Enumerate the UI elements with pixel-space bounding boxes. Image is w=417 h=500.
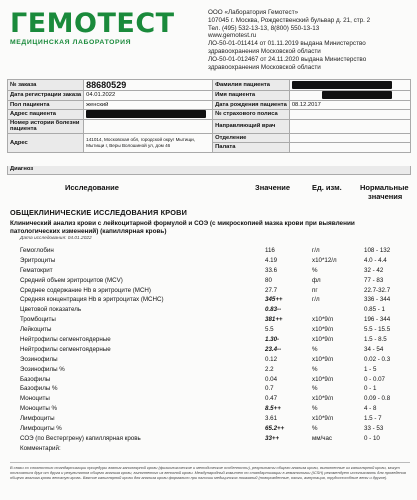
result-value: 23.4-- <box>265 345 282 353</box>
organization-info <box>208 9 408 71</box>
result-norm: 4 - 8 <box>364 405 377 413</box>
result-name: Средняя концентрация Hb в эритроцитах (MCHC) <box>20 296 164 304</box>
result-norm: 108 - 132 <box>364 247 391 254</box>
first-name-label: Имя пациента <box>213 91 290 101</box>
result-name: Средний объем эритроцитов (MCV) <box>20 276 123 284</box>
result-name: Среднее содержание Hb в эритроците (MCH) <box>20 286 151 294</box>
result-unit: x10*9/л <box>312 375 334 383</box>
result-name: Лейкоциты <box>20 326 52 334</box>
result-name: Гемоглобин <box>20 247 54 254</box>
result-norm: 22.7-32.7 <box>364 286 391 294</box>
result-unit: фл <box>312 276 321 284</box>
result-row <box>0 286 417 296</box>
result-value: 8.5++ <box>265 405 281 413</box>
divider <box>10 462 410 463</box>
logo-title: ГЕМОТЕСТ <box>10 8 175 39</box>
result-name: Комментарий: <box>20 444 61 452</box>
result-name: СОЭ (по Вестергрену) капиллярная кровь <box>20 434 141 442</box>
result-value: 27.7 <box>265 286 278 294</box>
result-row <box>0 335 417 345</box>
result-row <box>0 256 417 266</box>
footnote: В связи со сложностью стандартизации процедуры взятия капиллярной крови (физиологические и методические особенности), результаты общего анализа крови, выполненные из капиллярной крови, могут отличаться друг от друга и результатов общего анализа крови, выполненных из венозной крови. Международный комитет по стандартизации в гематологии (ICSH) рекомендует использовать для проведения общего анализа крови венозную кровь. Взятие капиллярной крови для анализа крови формально при наличии медицинских показаний (новорожденные, ожоги, ампутация, трудоспособные вены и другое). <box>10 465 406 480</box>
result-unit: пг <box>312 286 318 294</box>
sex-label: Пол пациента <box>8 100 84 110</box>
surname-label: Фамилия пациента <box>213 80 290 91</box>
result-name: Базофилы % <box>20 385 58 393</box>
history-number-label: Номер истории болезни пациента <box>8 119 84 133</box>
result-value: 0.7 <box>265 385 274 393</box>
result-norm: 32 - 42 <box>364 266 384 274</box>
result-value: 0.04 <box>265 375 278 383</box>
result-name: Эозинофилы % <box>20 365 65 373</box>
org-line: www.gemotest.ru <box>208 32 257 40</box>
column-test: Исследование <box>65 183 119 192</box>
org-line: Тел. (495) 532-13-13, 8(800) 550-13-13 <box>208 24 320 32</box>
result-row <box>0 266 417 276</box>
result-value: 3.61 <box>265 415 278 423</box>
result-row <box>0 404 417 414</box>
org-line: ЛО-50-01-012467 от 24.11.2020 выдана Министерство <box>208 55 367 63</box>
result-norm: 33 - 53 <box>364 425 384 433</box>
birth-date-label: Дата рождения пациента <box>213 100 290 110</box>
column-norm-2: значения <box>368 192 403 201</box>
result-unit: мм/час <box>312 434 332 442</box>
column-value: Значение <box>255 183 291 192</box>
results-list <box>0 246 417 454</box>
doctor-label: Направляющий врач <box>213 119 290 133</box>
result-row <box>0 315 417 325</box>
result-value: 116 <box>265 247 275 254</box>
result-row <box>0 345 417 355</box>
result-name: Тромбоциты <box>20 316 56 324</box>
result-norm: 5.5 - 15.5 <box>364 326 391 334</box>
result-norm: 0 - 0.07 <box>364 375 385 383</box>
result-unit: г/л <box>312 247 320 254</box>
result-row <box>0 444 417 454</box>
org-line: ЛО-50-01-011414 от 01.11.2019 выдана Министерство <box>208 40 366 48</box>
result-unit: г/л <box>312 296 320 304</box>
result-norm: 1.5 - 8.5 <box>364 336 387 344</box>
org-line: здравоохранения Московской области <box>208 47 321 55</box>
department-label: Отделение <box>213 133 290 143</box>
result-row <box>0 394 417 404</box>
result-name: Эозинофилы <box>20 355 58 363</box>
result-norm: 0 - 10 <box>364 434 380 442</box>
registration-date: 04.01.2022 <box>84 91 213 101</box>
result-norm: 77 - 83 <box>364 276 384 284</box>
address-line-1: 141014, Московская обл, городской округ Мытищи, <box>86 137 196 142</box>
redacted-address <box>86 110 206 118</box>
logo-subtitle: МЕДИЦИНСКАЯ ЛАБОРАТОРИЯ <box>10 39 132 46</box>
order-number-label: № заказа <box>8 80 84 91</box>
result-row <box>0 424 417 434</box>
result-value: 0.47 <box>265 395 278 403</box>
result-name: Базофилы <box>20 375 51 383</box>
column-unit: Ед. изм. <box>312 183 342 192</box>
result-name: Моноциты <box>20 395 50 403</box>
result-name: Лимфоциты % <box>20 425 62 433</box>
result-value: 80 <box>265 276 272 284</box>
result-norm: 0 - 1 <box>364 385 377 393</box>
result-norm: 34 - 54 <box>364 345 384 353</box>
result-norm: 4.0 - 4.4 <box>364 256 387 264</box>
result-unit: x10*9/л <box>312 326 334 334</box>
result-norm: 0.09 - 0.8 <box>364 395 391 403</box>
result-name: Нейтрофилы сегментоядерные <box>20 345 111 353</box>
address-label: Адрес пациента <box>8 110 84 120</box>
result-value: 33.6 <box>265 266 278 274</box>
result-unit: x10*9/л <box>312 336 334 344</box>
result-value: 345++ <box>265 296 283 304</box>
insurance-label: № страхового полиса <box>213 110 290 120</box>
result-unit: % <box>312 425 318 433</box>
result-norm: 336 - 344 <box>364 296 391 304</box>
result-norm: 196 - 344 <box>364 316 391 324</box>
result-row <box>0 365 417 375</box>
result-value: 4.19 <box>265 256 278 264</box>
result-row <box>0 434 417 444</box>
panel-title: Клинический анализ крови с лейкоцитарной формулой и СОЭ (с микроскопией мазка крови при выявлении патологических изменений) (капиллярная кровь) <box>10 220 355 235</box>
result-name: Гематокрит <box>20 266 53 274</box>
result-row <box>0 305 417 315</box>
result-norm: 0.02 - 0.3 <box>364 355 391 363</box>
org-line: ООО «Лаборатория Гемотест» <box>208 9 299 16</box>
result-unit: x10*9/л <box>312 355 334 363</box>
result-name: Цветовой показатель <box>20 306 82 314</box>
result-norm: 1 - 5 <box>364 365 377 373</box>
org-line: здравоохранения Московской области <box>208 63 321 71</box>
result-row <box>0 355 417 365</box>
result-name: Нейтрофилы сегментоядерные <box>20 336 111 344</box>
sex-value: женский <box>84 100 213 110</box>
diagnosis-label: Диагноз <box>7 166 411 175</box>
section-title: ОБЩЕКЛИНИЧЕСКИЕ ИССЛЕДОВАНИЯ КРОВИ <box>10 208 188 217</box>
result-value: 5.5 <box>265 326 274 334</box>
result-unit: % <box>312 405 318 413</box>
result-name: Моноциты % <box>20 405 58 413</box>
result-unit: % <box>312 266 318 274</box>
result-norm: 0.85 - 1 <box>364 306 385 314</box>
result-unit: % <box>312 385 318 393</box>
result-unit: % <box>312 345 318 353</box>
address-line-2: Мытищи г, Веры Волошиной ул, дом 46 <box>86 142 171 148</box>
result-value: 0.12 <box>265 355 278 363</box>
company-logo <box>10 8 175 46</box>
birth-date: 08.12.2017 <box>289 100 410 110</box>
result-row <box>0 276 417 286</box>
result-unit: x10*9/л <box>312 316 334 324</box>
result-row <box>0 295 417 305</box>
result-row <box>0 414 417 424</box>
patient-info-table <box>7 79 411 153</box>
order-number: 88680529 <box>86 80 127 90</box>
panel-date: Дата исследования: 04.01.2022 <box>20 236 92 241</box>
result-unit: x10*12/л <box>312 256 337 264</box>
result-name: Лимфоциты <box>20 415 55 423</box>
result-name: Эритроциты <box>20 256 56 264</box>
result-unit: % <box>312 365 318 373</box>
result-row <box>0 375 417 385</box>
result-unit: x10*9/л <box>312 395 334 403</box>
result-row <box>0 246 417 256</box>
result-value: 381++ <box>265 316 283 324</box>
result-value: 1.30- <box>265 336 280 344</box>
result-row <box>0 325 417 335</box>
registration-date-label: Дата регистрации заказа <box>8 91 84 101</box>
result-unit: x10*9/л <box>312 415 334 423</box>
result-row <box>0 384 417 394</box>
ward-label: Палата <box>213 143 290 153</box>
result-norm: 1.5 - 7 <box>364 415 382 423</box>
org-line: 107045 г. Москва, Рождественский бульвар д. 21, стр. 2 <box>208 16 371 24</box>
result-value: 65.2++ <box>265 425 285 433</box>
redacted-first-name <box>322 91 392 99</box>
result-value: 2.2 <box>265 365 274 373</box>
addr-label: Адрес <box>8 133 84 152</box>
column-norm: Нормальные <box>360 183 409 192</box>
result-value: 33++ <box>265 434 280 442</box>
redacted-surname <box>292 81 392 89</box>
result-value: 0.83-- <box>265 306 282 314</box>
